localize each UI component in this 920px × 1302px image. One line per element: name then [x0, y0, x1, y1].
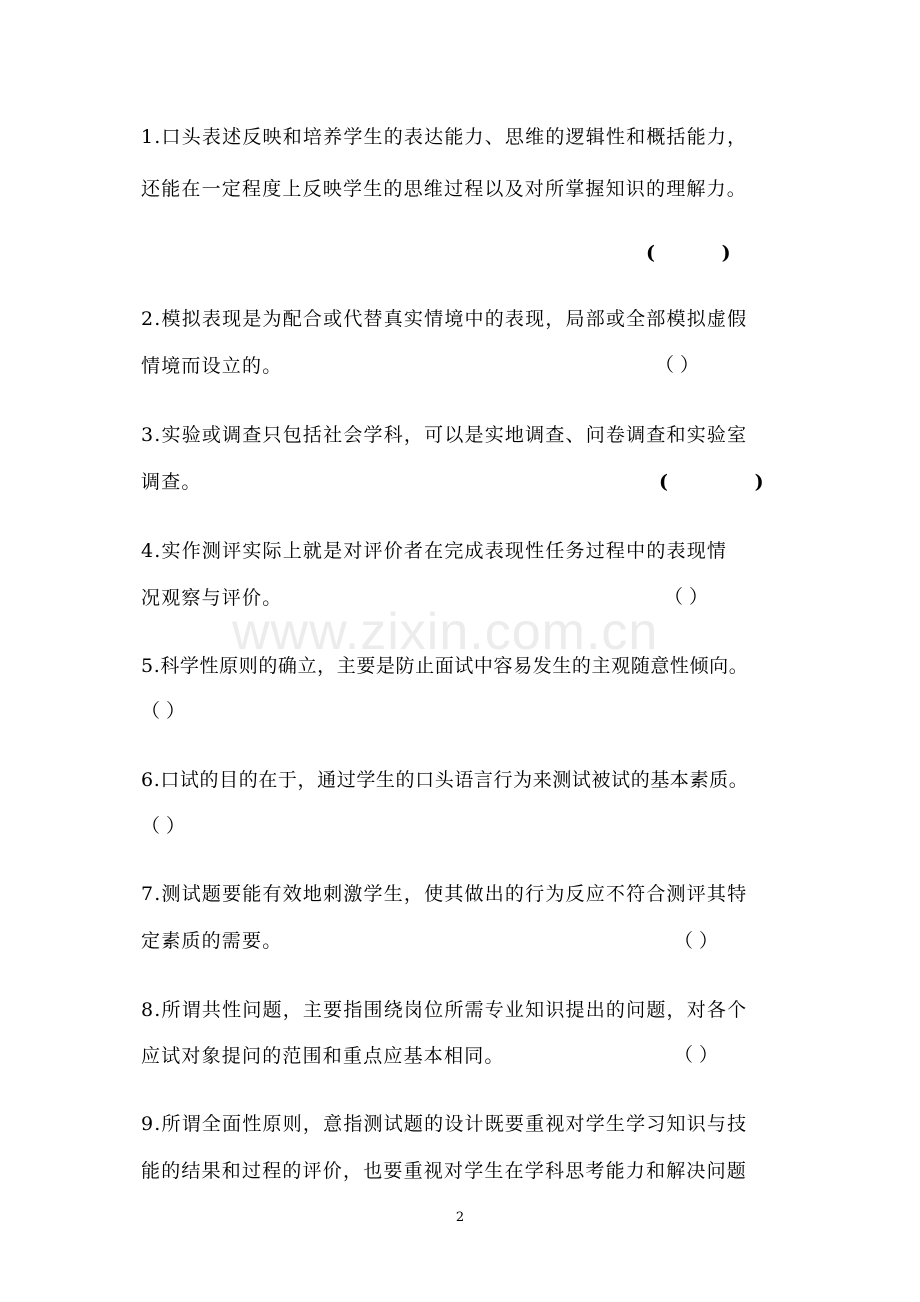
- question-6-line-1: 6.口试的目的在于，通过学生的口头语言行为来测试被试的基本素质。: [141, 769, 749, 791]
- question-8-answer-blank[interactable]: （ ）: [674, 1044, 719, 1066]
- question-9-line-2: 能的结果和过程的评价，也要重视对学生在学科思考能力和解决问题: [141, 1160, 748, 1182]
- question-7-line-2: 定素质的需要。: [141, 930, 283, 952]
- question-1-line-1: 1.口头表述反映和培养学生的表达能力、思维的逻辑性和概括能力，: [141, 126, 748, 148]
- question-5-answer-blank[interactable]: （ ）: [141, 700, 186, 722]
- question-2-answer-blank[interactable]: （ ）: [655, 354, 700, 376]
- question-4-line-1: 4.实作测评实际上就是对评价者在完成表现性任务过程中的表现情: [141, 540, 728, 562]
- page-number: 2: [455, 1210, 465, 1225]
- question-5-line-1: 5.科学性原则的确立，主要是防止面试中容易发生的主观随意性倾向。: [141, 655, 749, 677]
- question-9-line-1: 9.所谓全面性原则，意指测试题的设计既要重视对学生学习知识与技: [141, 1113, 748, 1135]
- question-7-answer-blank[interactable]: （ ）: [674, 930, 719, 952]
- question-8-line-1: 8.所谓共性问题，主要指围绕岗位所需专业知识提出的问题，对各个: [141, 999, 748, 1021]
- question-3-line-1: 3.实验或调查只包括社会学科，可以是实地调查、问卷调查和实验室: [141, 424, 748, 446]
- question-3-answer-blank[interactable]: ( ): [659, 471, 764, 493]
- question-2-line-1: 2.模拟表现是为配合或代替真实情境中的表现，局部或全部模拟虚假: [141, 308, 748, 330]
- question-7-line-1: 7.测试题要能有效地刺激学生，使其做出的行为反应不符合测评其特: [141, 883, 748, 905]
- watermark: www.zixin.com.cn: [232, 603, 659, 661]
- question-1-answer-blank[interactable]: ( ): [646, 242, 731, 264]
- question-4-answer-blank[interactable]: （ ）: [664, 586, 709, 608]
- question-4-line-2: 况观察与评价。: [141, 587, 283, 609]
- question-3-line-2: 调查。: [141, 471, 202, 493]
- question-8-line-2: 应试对象提问的范围和重点应基本相同。: [141, 1045, 505, 1067]
- question-1-line-2: 还能在一定程度上反映学生的思维过程以及对所掌握知识的理解力。: [141, 178, 748, 200]
- question-6-answer-blank[interactable]: （ ）: [141, 815, 186, 837]
- question-2-line-2: 情境而设立的。: [141, 355, 283, 377]
